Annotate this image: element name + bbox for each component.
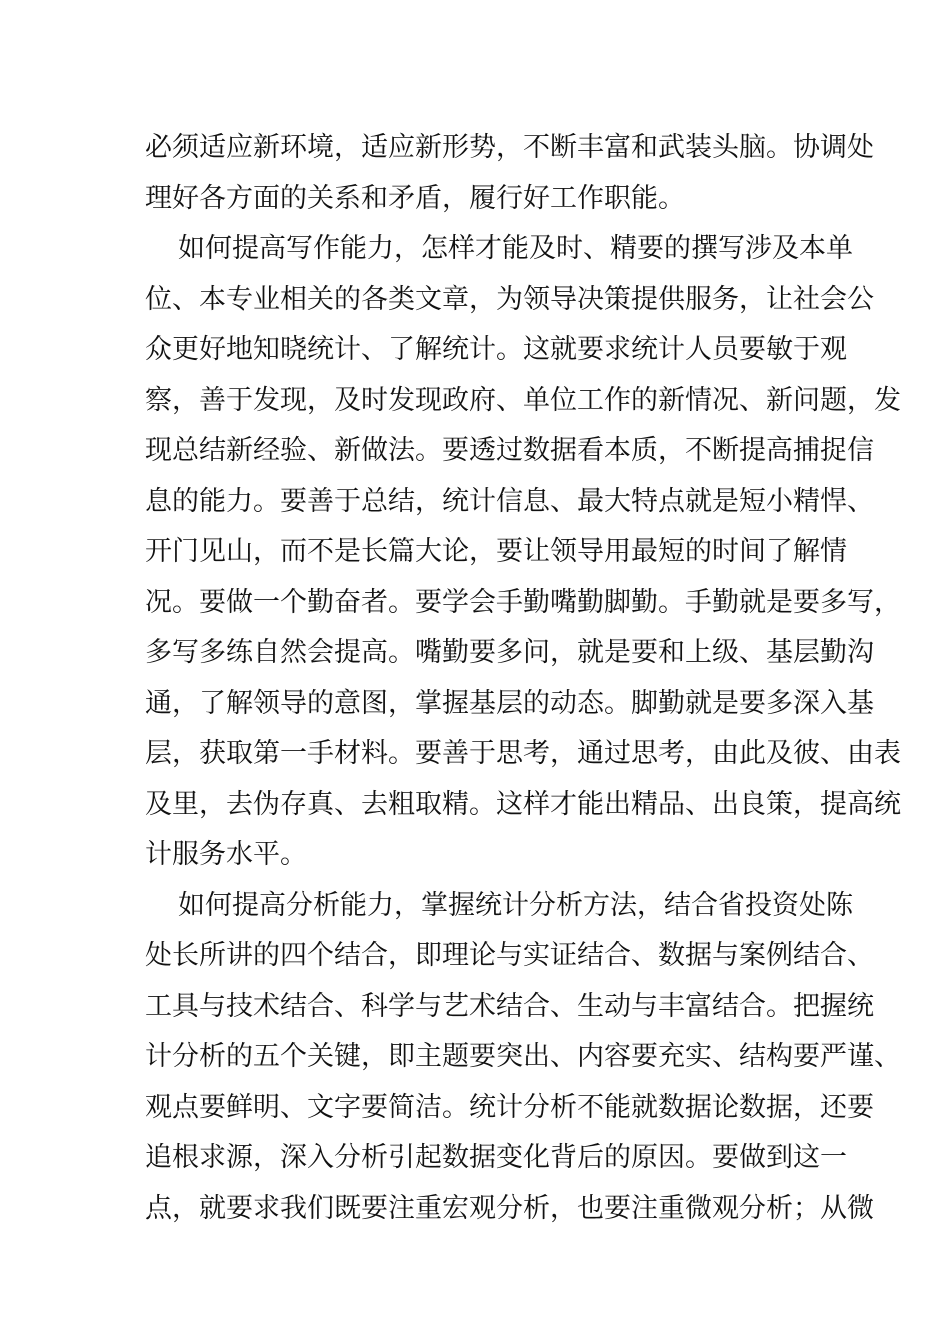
text-line: 位、本专业相关的各类文章，为领导决策提供服务，让社会公: [145, 283, 874, 315]
text-line: 层，获取第一手材料。要善于思考，通过思考，由此及彼、由表: [145, 738, 901, 769]
text-line: 如何提高写作能力，怎样才能及时、精要的撰写涉及本单: [178, 233, 853, 264]
text-line: 及里，去伪存真、去粗取精。这样才能出精品、出良策，提高统: [145, 788, 901, 820]
text-line: 况。要做一个勤奋者。要学会手勤嘴勤脚勤。手勤就是要多写，: [145, 586, 901, 618]
text-line: 众更好地知晓统计、了解统计。这就要求统计人员要敏于观: [145, 334, 847, 365]
text-line: 开门见山，而不是长篇大论，要让领导用最短的时间了解情: [145, 536, 847, 567]
text-line: 点，就要求我们既要注重宏观分析，也要注重微观分析；从微: [145, 1192, 874, 1224]
text-line: 现总结新经验、新做法。要透过数据看本质，不断提高捕捉信: [145, 435, 874, 466]
text-line: 必须适应新环境，适应新形势，不断丰富和武装头脑。协调处: [145, 132, 874, 163]
text-line: 如何提高分析能力，掌握统计分析方法，结合省投资处陈: [178, 889, 853, 921]
text-line: 计分析的五个关键，即主题要突出、内容要充实、结构要严谨、: [145, 1041, 901, 1072]
document-body: [145, 123, 901, 1234]
text-line: 工具与技术结合、科学与艺术结合、生动与丰富结合。把握统: [145, 990, 874, 1022]
text-line: 观点要鲜明、文字要简洁。统计分析不能就数据论数据，还要: [145, 1091, 874, 1123]
text-line: 息的能力。要善于总结，统计信息、最大特点就是短小精悍、: [145, 485, 874, 517]
text-line: 计服务水平。: [145, 839, 307, 870]
text-line: 察，善于发现，及时发现政府、单位工作的新情况、新问题，发: [145, 384, 901, 416]
text-line: 通，了解领导的意图，掌握基层的动态。脚勤就是要多深入基: [145, 687, 874, 719]
text-line: 理好各方面的关系和矛盾，履行好工作职能。: [145, 182, 685, 214]
text-line: 处长所讲的四个结合，即理论与实证结合、数据与案例结合、: [145, 940, 874, 971]
text-line: 多写多练自然会提高。嘴勤要多问，就是要和上级、基层勤沟: [145, 637, 874, 668]
text-line: 追根求源，深入分析引起数据变化背后的原因。要做到这一: [145, 1142, 847, 1173]
